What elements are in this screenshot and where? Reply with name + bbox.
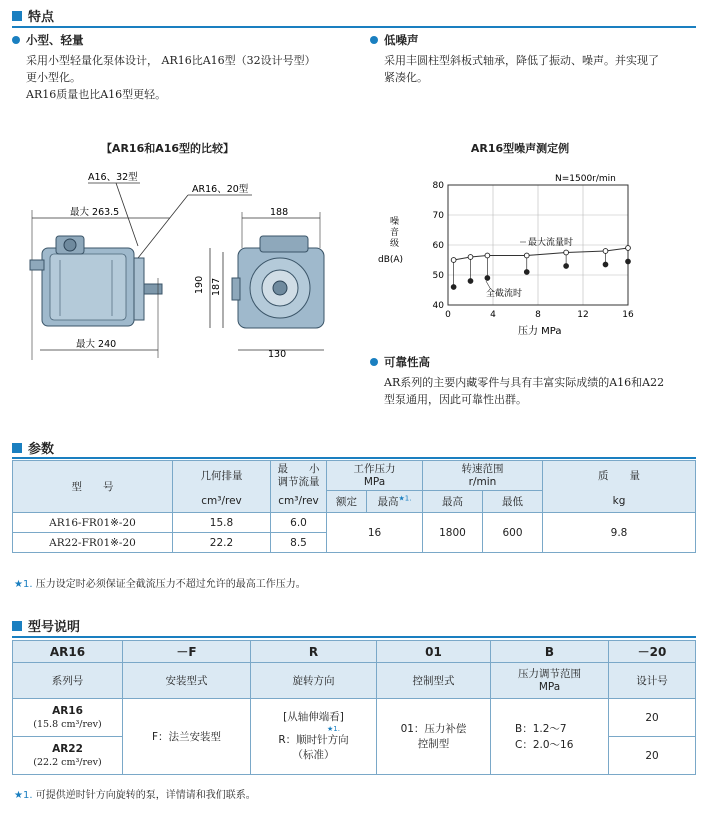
th-mass: 质 量 xyxy=(543,461,696,491)
mount-cell: F：法兰安装型 xyxy=(123,699,251,775)
cell-rated: 16 xyxy=(327,513,423,553)
row1-disp: 15.8 xyxy=(173,513,271,533)
point-cutoff xyxy=(626,259,631,264)
point-cutoff xyxy=(468,279,473,284)
model-code-note-mark: ★1. xyxy=(14,790,33,801)
rotation-line3: （标准） xyxy=(292,749,335,761)
model-code-divider xyxy=(12,636,696,638)
model-code-note xyxy=(14,786,256,801)
series-ar22-sub: (22.2 cm³/rev) xyxy=(33,756,102,768)
feature-reliability-title: 可靠性高 xyxy=(384,355,430,369)
label-design: 设计号 xyxy=(609,663,696,699)
ylabel-3: 级 xyxy=(390,239,400,249)
features-divider xyxy=(12,26,696,28)
feature-low-noise-title: 低噪声 xyxy=(384,33,419,47)
point-cutoff xyxy=(485,276,490,281)
header-square-icon xyxy=(12,11,22,21)
header-square-icon xyxy=(12,443,22,453)
model-code-table xyxy=(12,640,696,775)
th-model: 型 号 xyxy=(13,461,173,513)
label-a16: A16、32型 xyxy=(88,172,138,183)
row2-model: AR22-FR01※-20 xyxy=(13,533,173,553)
dim-188: 188 xyxy=(270,207,289,218)
cell-speed-max: 1800 xyxy=(423,513,483,553)
feature-low-noise-line2: 紧凑化。 xyxy=(384,71,428,84)
bullet-icon xyxy=(370,358,378,366)
th-rated: 额定 xyxy=(327,491,367,513)
code-design: －20 xyxy=(609,641,696,663)
series-ar16-name: AR16 xyxy=(52,704,83,717)
y-tick-label: 80 xyxy=(432,181,444,191)
th-max-label: 最高 xyxy=(377,496,399,508)
point-max-flow xyxy=(468,255,473,260)
features-header xyxy=(12,6,54,25)
th-minflow-2: 调节流量 xyxy=(277,475,320,488)
th-pressure xyxy=(327,461,423,491)
dim-130: 130 xyxy=(268,349,287,360)
point-max-flow xyxy=(524,253,529,258)
model-code-header-label: 型号说明 xyxy=(28,620,81,635)
params-note-text: 压力设定时必须保证全截流压力不超过允许的最高工作压力。 xyxy=(35,579,306,590)
point-max-flow xyxy=(603,249,608,254)
th-disp: 几何排量 xyxy=(173,461,271,491)
control-cell xyxy=(377,699,491,775)
x-tick-label: 8 xyxy=(535,310,541,320)
th-pressure-unit: MPa xyxy=(363,475,386,488)
th-speed-unit: r/min xyxy=(468,475,497,488)
series-ar16-sub: (15.8 cm³/rev) xyxy=(33,718,102,730)
label-cutoff: 全截流时 xyxy=(486,289,523,299)
params-note xyxy=(14,575,306,590)
table-row xyxy=(13,699,696,737)
x-tick-label: 16 xyxy=(622,310,634,320)
control-line2: 控制型 xyxy=(417,737,450,750)
feature-low-noise-line1: 采用丰圆柱型斜板式轴承，降低了振动、噪声。并实现了 xyxy=(384,54,659,67)
params-header xyxy=(12,438,54,457)
params-header-label: 参数 xyxy=(28,442,55,457)
point-cutoff xyxy=(603,262,608,267)
label-max-flow: 最大流量时 xyxy=(528,238,574,248)
noise-chart xyxy=(370,162,670,342)
y-tick-label: 50 xyxy=(432,271,444,281)
rotation-line1: [从轴伸端看] xyxy=(283,711,344,723)
point-max-flow xyxy=(564,250,569,255)
th-speed-max: 最高 xyxy=(423,491,483,513)
params-note-mark: ★1. xyxy=(14,579,33,590)
y-tick-label: 70 xyxy=(432,211,444,221)
row2-disp: 22.2 xyxy=(173,533,271,553)
feature-low-noise xyxy=(370,32,659,86)
bullet-icon xyxy=(12,36,20,44)
y-tick-label: 40 xyxy=(432,301,444,311)
dim-190: 190 xyxy=(194,275,205,294)
code-range: B xyxy=(491,641,609,663)
y-tick-label: 60 xyxy=(432,241,444,251)
x-tick-label: 0 xyxy=(445,310,451,320)
rotation-line2: R：顺时针方向 xyxy=(278,734,349,746)
point-max-flow xyxy=(451,258,456,263)
feature-reliability-line2: 型泵通用，因此可靠性出群。 xyxy=(384,393,527,406)
range-b: B：1.2～7 xyxy=(515,722,567,735)
th-pressure-label: 工作压力 xyxy=(353,462,396,475)
th-max-mark: ★1. xyxy=(398,494,412,503)
dim-max-240: 最大 240 xyxy=(76,339,117,350)
pump-comparison-drawing xyxy=(20,160,350,365)
ylabel-2: 音 xyxy=(390,228,400,238)
dim-max-263: 最大 263.5 xyxy=(70,207,120,218)
range-cell xyxy=(491,699,609,775)
label-rotation: 旋转方向 xyxy=(251,663,377,699)
x-tick-label: 4 xyxy=(490,310,496,320)
th-minflow-unit: cm³/rev xyxy=(271,491,327,513)
label-mount: 安装型式 xyxy=(123,663,251,699)
dim-187: 187 xyxy=(211,277,222,296)
ylabel-1: 噪 xyxy=(390,217,400,227)
series-ar22 xyxy=(13,737,123,775)
point-cutoff xyxy=(524,270,529,275)
series-ar22-name: AR22 xyxy=(52,742,83,755)
bullet-icon xyxy=(370,36,378,44)
th-max xyxy=(367,491,423,513)
series-line-max-flow xyxy=(454,248,628,260)
control-line1: 01：压力补偿 xyxy=(400,722,467,735)
cell-mass: 9.8 xyxy=(543,513,696,553)
th-disp-unit: cm³/rev xyxy=(173,491,271,513)
rotation-cell xyxy=(251,699,377,775)
point-cutoff xyxy=(451,285,456,290)
design-ar22: 20 xyxy=(609,737,696,775)
table-row xyxy=(13,513,696,533)
code-mount: －F xyxy=(123,641,251,663)
noise-chart-caption: AR16型噪声测定例 xyxy=(470,142,570,155)
header-square-icon xyxy=(12,621,22,631)
range-c: C：2.0～16 xyxy=(515,738,574,751)
x-tick-label: 12 xyxy=(577,310,589,320)
feature-compact-title: 小型、轻量 xyxy=(26,33,84,47)
comparison-caption: 【AR16和A16型的比较】 xyxy=(100,142,235,155)
row2-minflow: 8.5 xyxy=(271,533,327,553)
row1-minflow: 6.0 xyxy=(271,513,327,533)
feature-compact-line1: 采用小型轻量化泵体设计， AR16比A16型（32设计号型） xyxy=(26,54,316,67)
cell-speed-min: 600 xyxy=(483,513,543,553)
feature-reliability xyxy=(370,354,664,408)
chart-xlabel: 压力 MPa xyxy=(518,326,562,337)
th-minflow-1: 最 小 xyxy=(277,462,320,475)
point-cutoff xyxy=(564,264,569,269)
label-control: 控制型式 xyxy=(377,663,491,699)
row1-model: AR16-FR01※-20 xyxy=(13,513,173,533)
code-series: AR16 xyxy=(13,641,123,663)
ylabel-unit: dB(A) xyxy=(378,255,404,265)
params-table xyxy=(12,460,696,553)
feature-compact-line3: AR16质量也比A16型更轻。 xyxy=(26,88,167,101)
th-speed xyxy=(423,461,543,491)
label-range-unit: MPa xyxy=(538,680,561,693)
params-divider xyxy=(12,457,696,459)
th-speed-label: 转速范围 xyxy=(461,462,504,475)
code-control: 01 xyxy=(377,641,491,663)
model-code-header xyxy=(12,616,80,635)
features-header-label: 特点 xyxy=(28,10,55,25)
rotation-mark: ★1. xyxy=(327,725,340,733)
label-range xyxy=(491,663,609,699)
label-series: 系列号 xyxy=(13,663,123,699)
feature-compact-line2: 更小型化。 xyxy=(26,71,81,84)
design-ar16: 20 xyxy=(609,699,696,737)
point-max-flow xyxy=(485,253,490,258)
label-range-text: 压力调节范围 xyxy=(518,667,581,680)
feature-compact xyxy=(12,32,316,103)
feature-reliability-line1: AR系列的主要内藏零件与具有丰富实际成绩的A16和A22 xyxy=(384,376,665,389)
th-speed-min: 最低 xyxy=(483,491,543,513)
th-minflow xyxy=(271,461,327,491)
chart-condition: N=1500r/min xyxy=(555,174,616,184)
code-rotation: R xyxy=(251,641,377,663)
label-ar16: AR16、20型 xyxy=(192,184,249,195)
point-max-flow xyxy=(626,246,631,251)
series-ar16 xyxy=(13,699,123,737)
th-mass-unit: kg xyxy=(543,491,696,513)
model-code-note-text: 可提供逆时针方向旋转的泵，详情请和我们联系。 xyxy=(35,790,256,801)
